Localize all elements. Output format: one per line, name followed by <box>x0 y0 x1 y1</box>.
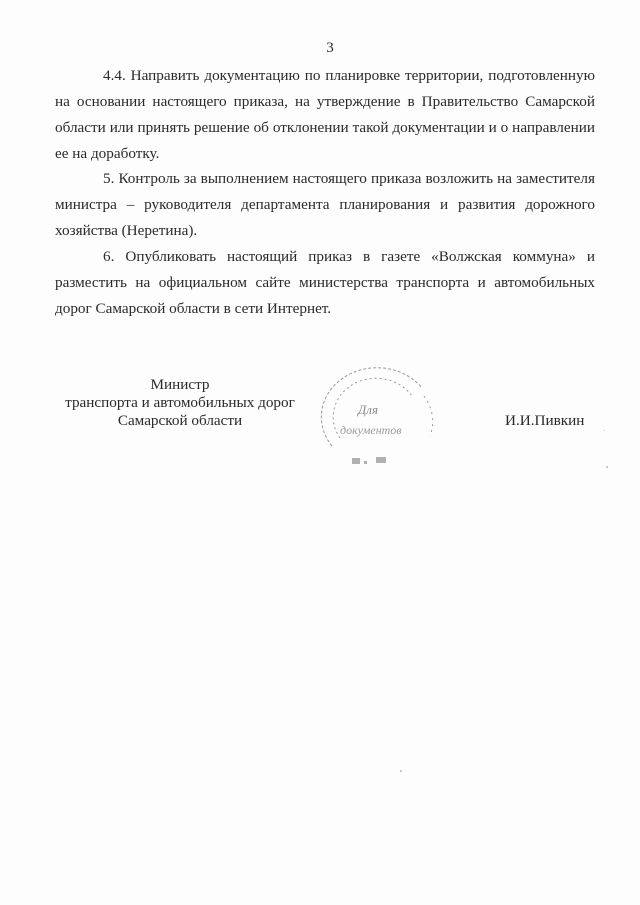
signatory-title-line-2: транспорта и автомобильных дорог <box>65 394 295 411</box>
paragraph-6: 6. Опубликовать настоящий приказ в газете «Волжская коммуна» и разместить на официальном сайте министерства транспорта и автомобильных дорог Самарской области в сети Интернет. <box>55 248 595 317</box>
scan-speck <box>606 466 608 468</box>
scan-speck <box>604 430 605 431</box>
stamp-text-line-2: документов <box>340 423 402 437</box>
signatory-title-line-3: Самарской области <box>117 412 243 429</box>
signatory-title-line-1: Министр <box>150 376 210 393</box>
signatory-title <box>50 376 310 430</box>
signatory-name: И.И.Пивкин <box>505 412 585 429</box>
stamp-text-line-1: Для <box>358 402 378 417</box>
official-stamp <box>312 366 442 478</box>
paragraph-4-4: 4.4. Направить документацию по планировке территории, подготовленную на основании настоящего приказа, на утверждение в Правительство Самарской области или принять решение об отклонении такой документации и о направлении ее на доработку. <box>55 67 595 162</box>
page-number: 3 <box>326 40 334 56</box>
scan-speck <box>400 770 402 772</box>
paragraph-5: 5. Контроль за выполнением настоящего приказа возложить на заместителя министра – руководителя департамента планирования и развития дорожного хозяйства (Неретина). <box>55 170 595 239</box>
